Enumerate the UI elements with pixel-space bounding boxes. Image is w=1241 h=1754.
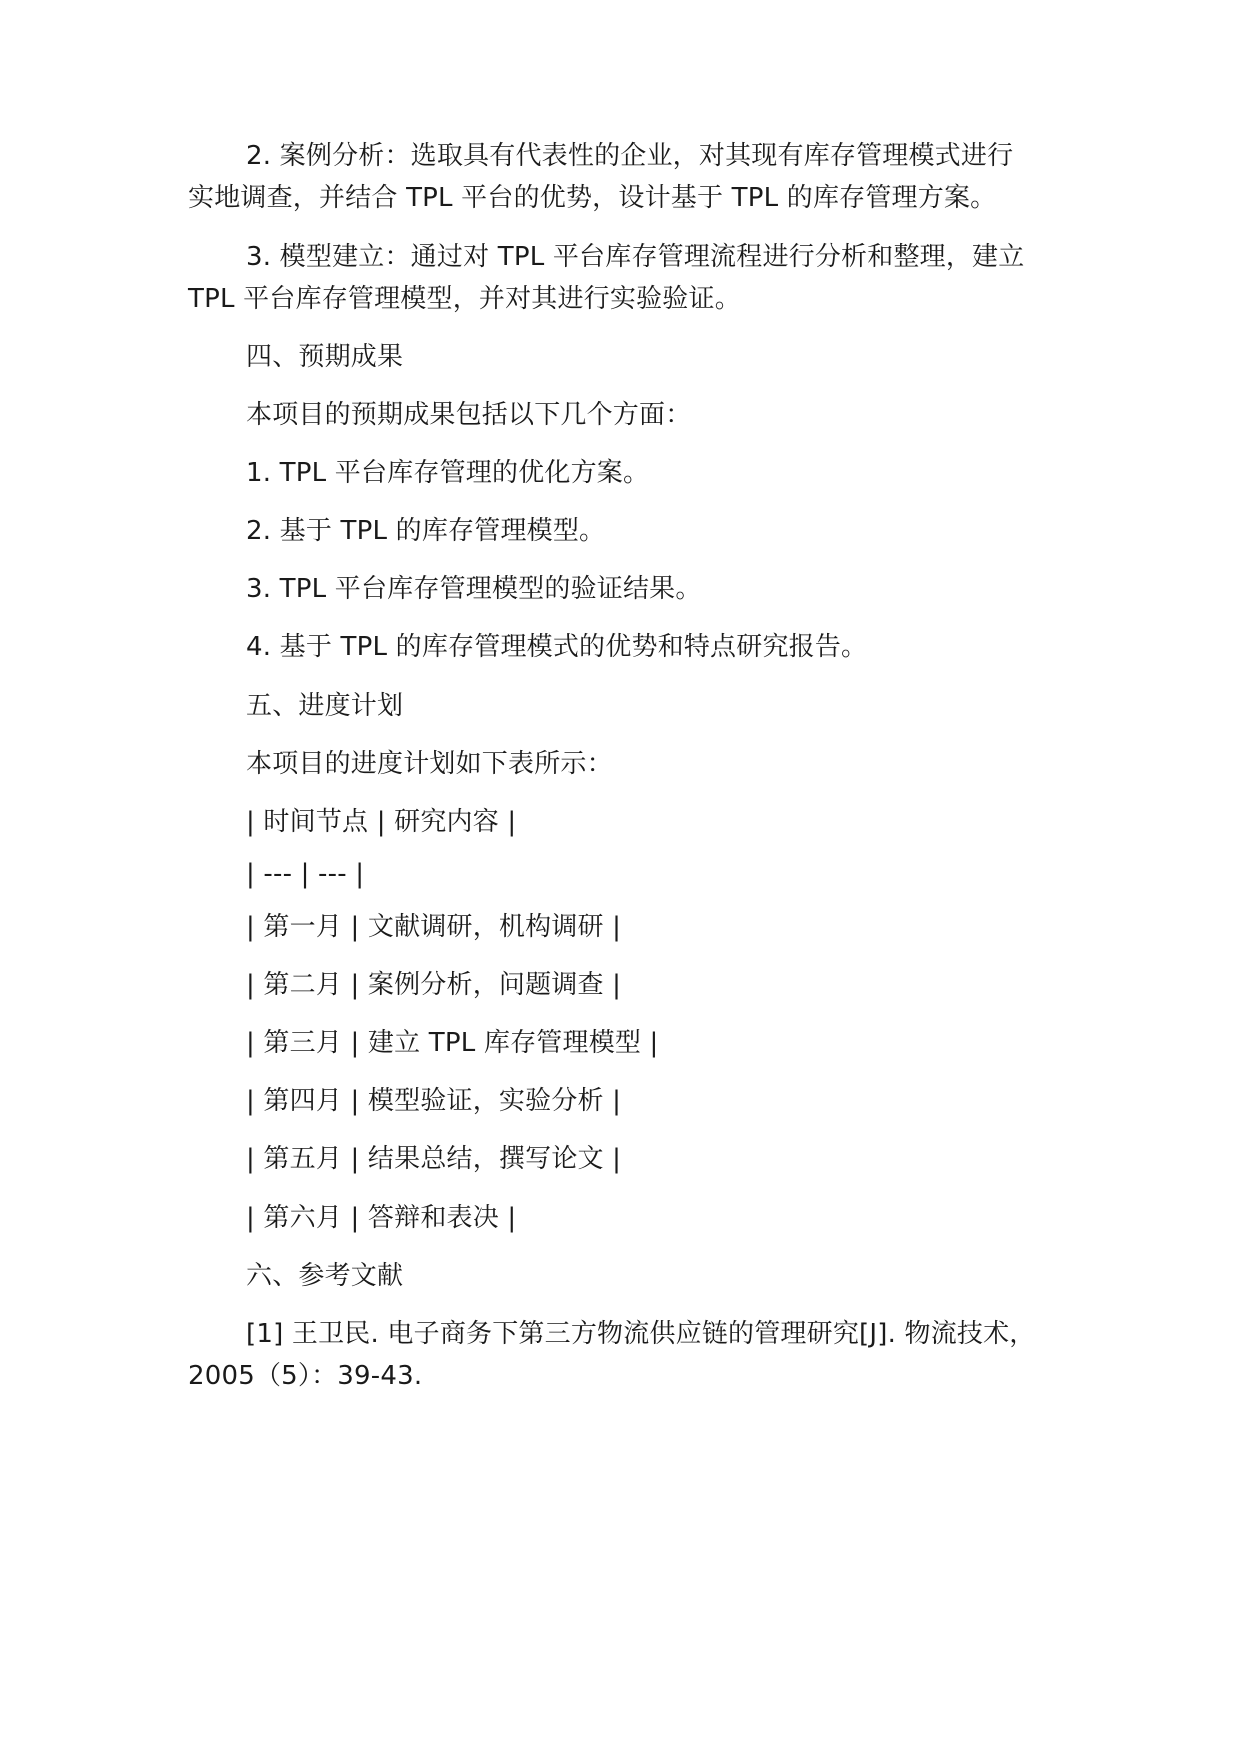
- expected-result-item: 2. 基于 TPL 的库存管理模型。: [246, 516, 606, 546]
- section-heading-schedule: 五、进度计划: [246, 691, 404, 721]
- schedule-table-row: | 第一月 | 文献调研，机构调研 |: [246, 912, 622, 942]
- schedule-table-row: | 第三月 | 建立 TPL 库存管理模型 |: [246, 1028, 659, 1058]
- method-model-building-line1: 3. 模型建立：通过对 TPL 平台库存管理流程进行分析和整理，建立: [246, 242, 1025, 272]
- schedule-table-header: | 时间节点 | 研究内容 |: [246, 807, 517, 837]
- schedule-intro: 本项目的进度计划如下表所示：: [246, 749, 613, 779]
- section-heading-references: 六、参考文献: [246, 1261, 404, 1291]
- expected-results-intro: 本项目的预期成果包括以下几个方面：: [246, 400, 692, 430]
- method-model-building-line2: TPL 平台库存管理模型，并对其进行实验验证。: [188, 284, 741, 314]
- method-case-analysis-line1: 2. 案例分析：选取具有代表性的企业，对其现有库存管理模式进行: [246, 141, 1014, 171]
- expected-result-item: 1. TPL 平台库存管理的优化方案。: [246, 458, 650, 488]
- reference-entry-line1: [1] 王卫民. 电子商务下第三方物流供应链的管理研究[J]. 物流技术，: [246, 1319, 1036, 1349]
- method-case-analysis-line2: 实地调查，并结合 TPL 平台的优势，设计基于 TPL 的库存管理方案。: [188, 183, 997, 213]
- schedule-table-row: | 第二月 | 案例分析，问题调查 |: [246, 970, 622, 1000]
- schedule-table-row: | 第六月 | 答辩和表决 |: [246, 1203, 517, 1233]
- schedule-table-separator: | --- | --- |: [246, 859, 365, 889]
- schedule-table-row: | 第四月 | 模型验证，实验分析 |: [246, 1086, 622, 1116]
- expected-result-item: 3. TPL 平台库存管理模型的验证结果。: [246, 574, 702, 604]
- section-heading-expected-results: 四、预期成果: [246, 342, 404, 372]
- expected-result-item: 4. 基于 TPL 的库存管理模式的优势和特点研究报告。: [246, 632, 868, 662]
- reference-entry-line2: 2005（5）：39-43.: [188, 1361, 423, 1391]
- schedule-table-row: | 第五月 | 结果总结，撰写论文 |: [246, 1144, 622, 1174]
